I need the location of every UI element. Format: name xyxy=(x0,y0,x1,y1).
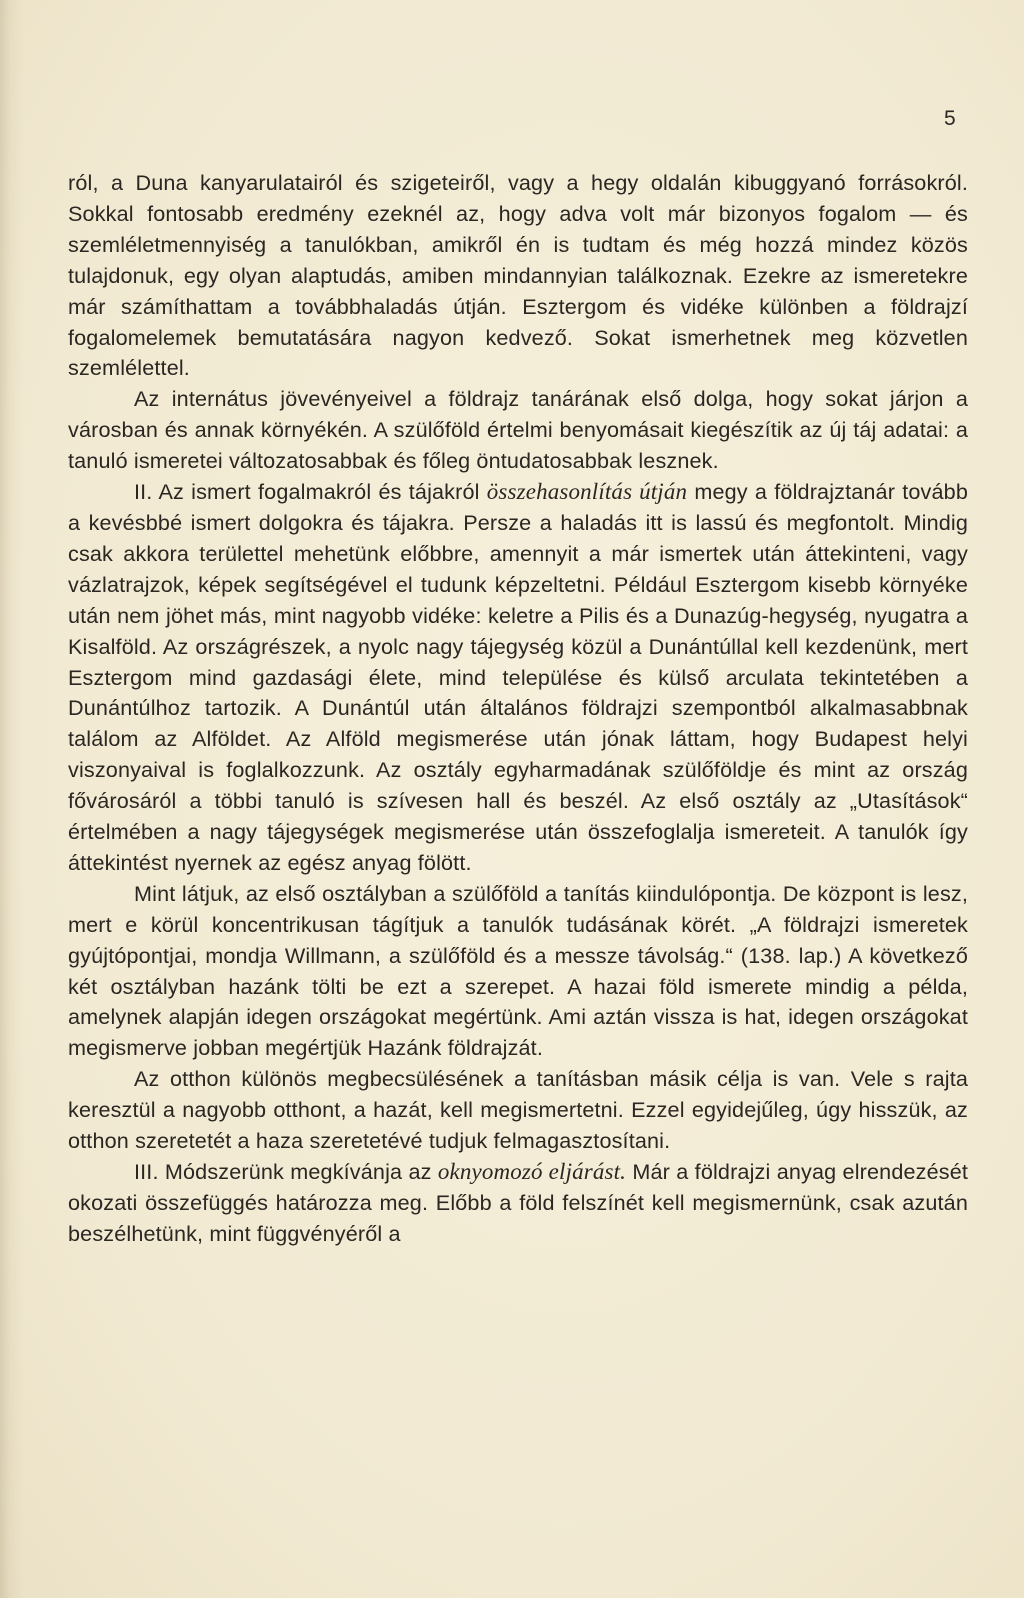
text-run: Mint látjuk, az első osztályban a szülőföld a tanítás kiindulópontja. De központ is lesz, mert e körül koncentrikusan tágítjuk a tanulók tudásának körét. „A földrajzi ismeretek gyújtópontjai, mondja Willmann, a szülőföld és a messze távolság.“ (138. lap.) A következő két osztályban hazánk tölti be ezt a szerepet. A hazai föld ismerete mindig a példa, amelynek alapján idegen országokat megértünk. Ami aztán vissza is hat, idegen országokat megismerve jobban megértjük Hazánk földrajzát. xyxy=(68,880,968,1061)
page-number: 5 xyxy=(944,107,956,130)
text-run: Az internátus jövevényeivel a földrajz tanárának első dolga, hogy sokat járjon a városban és annak környékén. A szülőföld értelmi benyomásait kiegészítik az új táj adatai: a tanuló ismeretei változatosabbak és főleg öntudatosabbak lesznek. xyxy=(68,386,968,474)
paragraph xyxy=(68,879,968,1064)
text-run: Már a földrajzi anyag elrendezését okozati összefüggés határozza meg. Előbb a föld felszínét kell megismernünk, csak azután beszélhetünk, mint függvényéről a xyxy=(68,1159,968,1246)
body-text xyxy=(68,168,968,1250)
paragraph xyxy=(68,477,968,879)
italic-emphasis: oknyomozó eljárást. xyxy=(437,1159,627,1184)
text-run: Az otthon különös megbecsülésének a tanításban másik célja is van. Vele s rajta keresztül a nagyobb otthont, a hazát, kell megismertetni. Ezzel egyidejűleg, úgy hisszük, az otthon szeretetét a haza szeretetévé tudjuk felmagasztosítani. xyxy=(68,1066,968,1154)
paragraph xyxy=(68,1157,968,1250)
paragraph xyxy=(68,384,968,477)
text-run: megy a földrajztanár tovább a kevésbbé ismert dolgokra és tájakra. Persze a haladás itt is lassú és megfontolt. Mindig csak akkora területtel mehetünk előbbre, amennyit a már ismertek után áttekinteni, vagy vázlatrajzok, képek segítségével el tudunk képzeltetni. Például Esztergom kisebb környéke után nem jöhet más, mint nagyobb vidéke: keletre a Pilis és a Dunazúg-hegység, nyugatra a Kisalföld. Az országrészek, a nyolc nagy tájegység közül a Dunántúllal kell kezdenünk, mert Esztergom mind gazdasági élete, mind települése és külső arculata tekintetében a Dunántúlhoz tartozik. A Dunántúl után általános földrajzi szempontból alkalmasabbnak találom az Alföldet. Az Alföld megismerése után jónak láttam, hogy Budapest helyi viszonyaival is foglalkozzunk. Az osztály egyharmadának szülőföldje és mint az ország fővárosáról a többi tanuló is szívesen hall és beszél. Az első osztály az „Utasítások“ értelmében a nagy tájegységek megismerése után összefoglalja ismereteit. A tanulók így áttekintést nyernek az egész anyag fölött. xyxy=(68,479,968,875)
paragraph xyxy=(68,168,968,384)
text-run: III. Módszerünk megkívánja az xyxy=(134,1159,438,1184)
text-run: II. Az ismert fogalmakról és tájakról xyxy=(134,479,487,505)
italic-emphasis: összehasonlítás útján xyxy=(486,479,688,505)
paragraph xyxy=(68,1064,968,1157)
text-run: ról, a Duna kanyarulatairól és szigeteiről, vagy a hegy oldalán kibuggyanó forrásokról. Sokkal fontosabb eredmény ezeknél az, hogy adva volt már bizonyos fogalom — és szemléletmennyiség a tanulókban, amikről én is tudtam és még hozzá mindez közös tulajdonuk, egy olyan alaptudás, amiben mindannyian találkoznak. Ezekre az ismeretekre már számíthattam a továbbhaladás útján. Esztergom és vidéke különben a földrajzí fogalomelemek bemutatására nagyon kedvező. Sokat ismerhetnek meg közvetlen szemlélettel. xyxy=(68,170,968,381)
